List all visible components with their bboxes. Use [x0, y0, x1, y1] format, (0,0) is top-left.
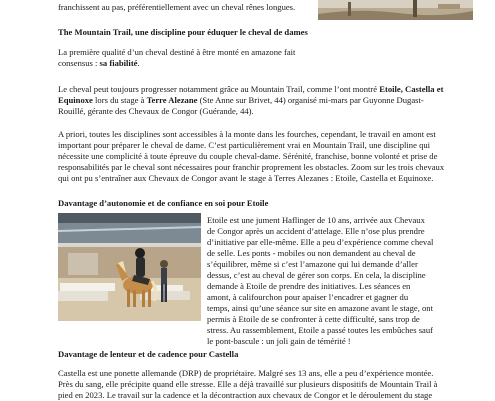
- paragraph-1-line-1: La première qualité d’un cheval destiné à être monté en amazone fait: [58, 47, 296, 57]
- paragraph-3-line-1: A priori, toutes les disciplines sont accessibles à la monte dans les fourches, cependant, le travail en amont est: [58, 129, 436, 139]
- etoile-line-7: demande à Etoile de prendre des initiatives. Les séances en: [207, 281, 411, 291]
- etoile-line-4: de selle. Les ponts - mobiles ou non demandent au cheval de: [207, 248, 416, 258]
- castella-line-2: Près du sang, elle précipite quand elle stresse. Elle a déjà travaillé sur plusieurs dispositifs de Mountain Trail à: [58, 379, 438, 389]
- etoile-photo-image: [58, 213, 201, 321]
- section-etoile-heading: Davantage d’autonomie et de confiance en soi pour Etoile: [58, 198, 269, 208]
- top-text-line-2: franchissent au pas, préférentiellement avec un cheval rênes longues.: [58, 2, 296, 12]
- etoile-line-1: Etoile est une jument Haflinger de 10 ans, arrivée aux Chevaux: [207, 215, 425, 225]
- etoile-line-6: dessus, c’est au cheval de gérer son corps. En cela, la discipline: [207, 270, 426, 280]
- etoile-line-2: de Congor après un accident d’attelage. Elle n’ose plus prendre: [207, 226, 425, 236]
- etoile-photo: [58, 213, 201, 321]
- terre-alezane-emphasis: Terre Alezane: [146, 95, 198, 105]
- top-photo: [318, 0, 473, 20]
- top-photo-image: [318, 0, 473, 20]
- paragraph-2-line-1: Le cheval peut toujours progresser notamment grâce au Mountain Trail, comme l’ont montré Etoile, Castella et: [58, 84, 444, 94]
- etoile-line-11: stress. Au rassemblement, Etoile a passé toutes les embûches sauf: [207, 325, 434, 335]
- paragraph-3-line-5: qui ont pu s’entraîner aux Chevaux de Congor avant le stage à Terres Alezanes : Etoile, Castella et Equinoxe.: [58, 173, 434, 183]
- etoile-line-8: amont, à califourchon pour apaiser l’encadrer et gagner du: [207, 292, 409, 302]
- paragraph-2-line-2: Equinoxe lors du stage à Terre Alezane (Ste Anne sur Brivet, 44) organisé mi-mars par Guyonne Dugast-: [58, 95, 424, 105]
- section-castella-heading: Davantage de lenteur et de cadence pour Castella: [58, 349, 239, 359]
- castella-line-1: Castella est une ponette allemande (DRP) de propriétaire. Malgré ses 13 ans, elle a peu d’expérience montée.: [58, 368, 434, 378]
- etoile-line-9: temps, ainsi qu’une séance sur site en amazone avant le stage, ont: [207, 303, 433, 313]
- fiabilite-emphasis: sa fiabilité: [99, 58, 138, 68]
- section-mountain-trail-heading: The Mountain Trail, une discipline pour éduquer le cheval de dames: [58, 27, 308, 37]
- paragraph-1-line-2: consensus : sa fiabilité.: [58, 58, 140, 68]
- paragraph-3-line-4: responsabilités par le cheval sont nécessaires pour franchir proprement les obstacles. Zoom sur les trois chevaux: [58, 162, 445, 172]
- horse-names-emphasis: Etoile, Castella et: [379, 84, 444, 94]
- etoile-line-3: d’initiative par elle-même. Elle a peu d’expérience comme cheval: [207, 237, 434, 247]
- paragraph-2-line-3: Rouillé, gérante des Chevaux de Congor (Guérande, 44).: [58, 106, 254, 116]
- paragraph-3-line-2: important pour préparer le cheval de dame. C’est particulièrement vrai en Mountain Trail, une discipline qui: [58, 140, 431, 150]
- etoile-line-12: le pont-bascule : un joli gain de témérité !: [207, 336, 351, 346]
- castella-line-3: pied en 2023. Le travail sur la cadence et la décontraction aux chevaux de Congor et le déroulement du stage: [58, 390, 433, 400]
- etoile-line-10: permis à Etoile de se confronter à cette difficulté, sans trop de: [207, 314, 420, 324]
- etoile-line-5: s’équilibrer, même si c’est l’amazone qui lui demande d’aller: [207, 259, 418, 269]
- paragraph-3-line-3: nécessite une complicité à toute épreuve du couple cheval-dame. Sérénité, franchise, bonne volonté et prise de: [58, 151, 438, 161]
